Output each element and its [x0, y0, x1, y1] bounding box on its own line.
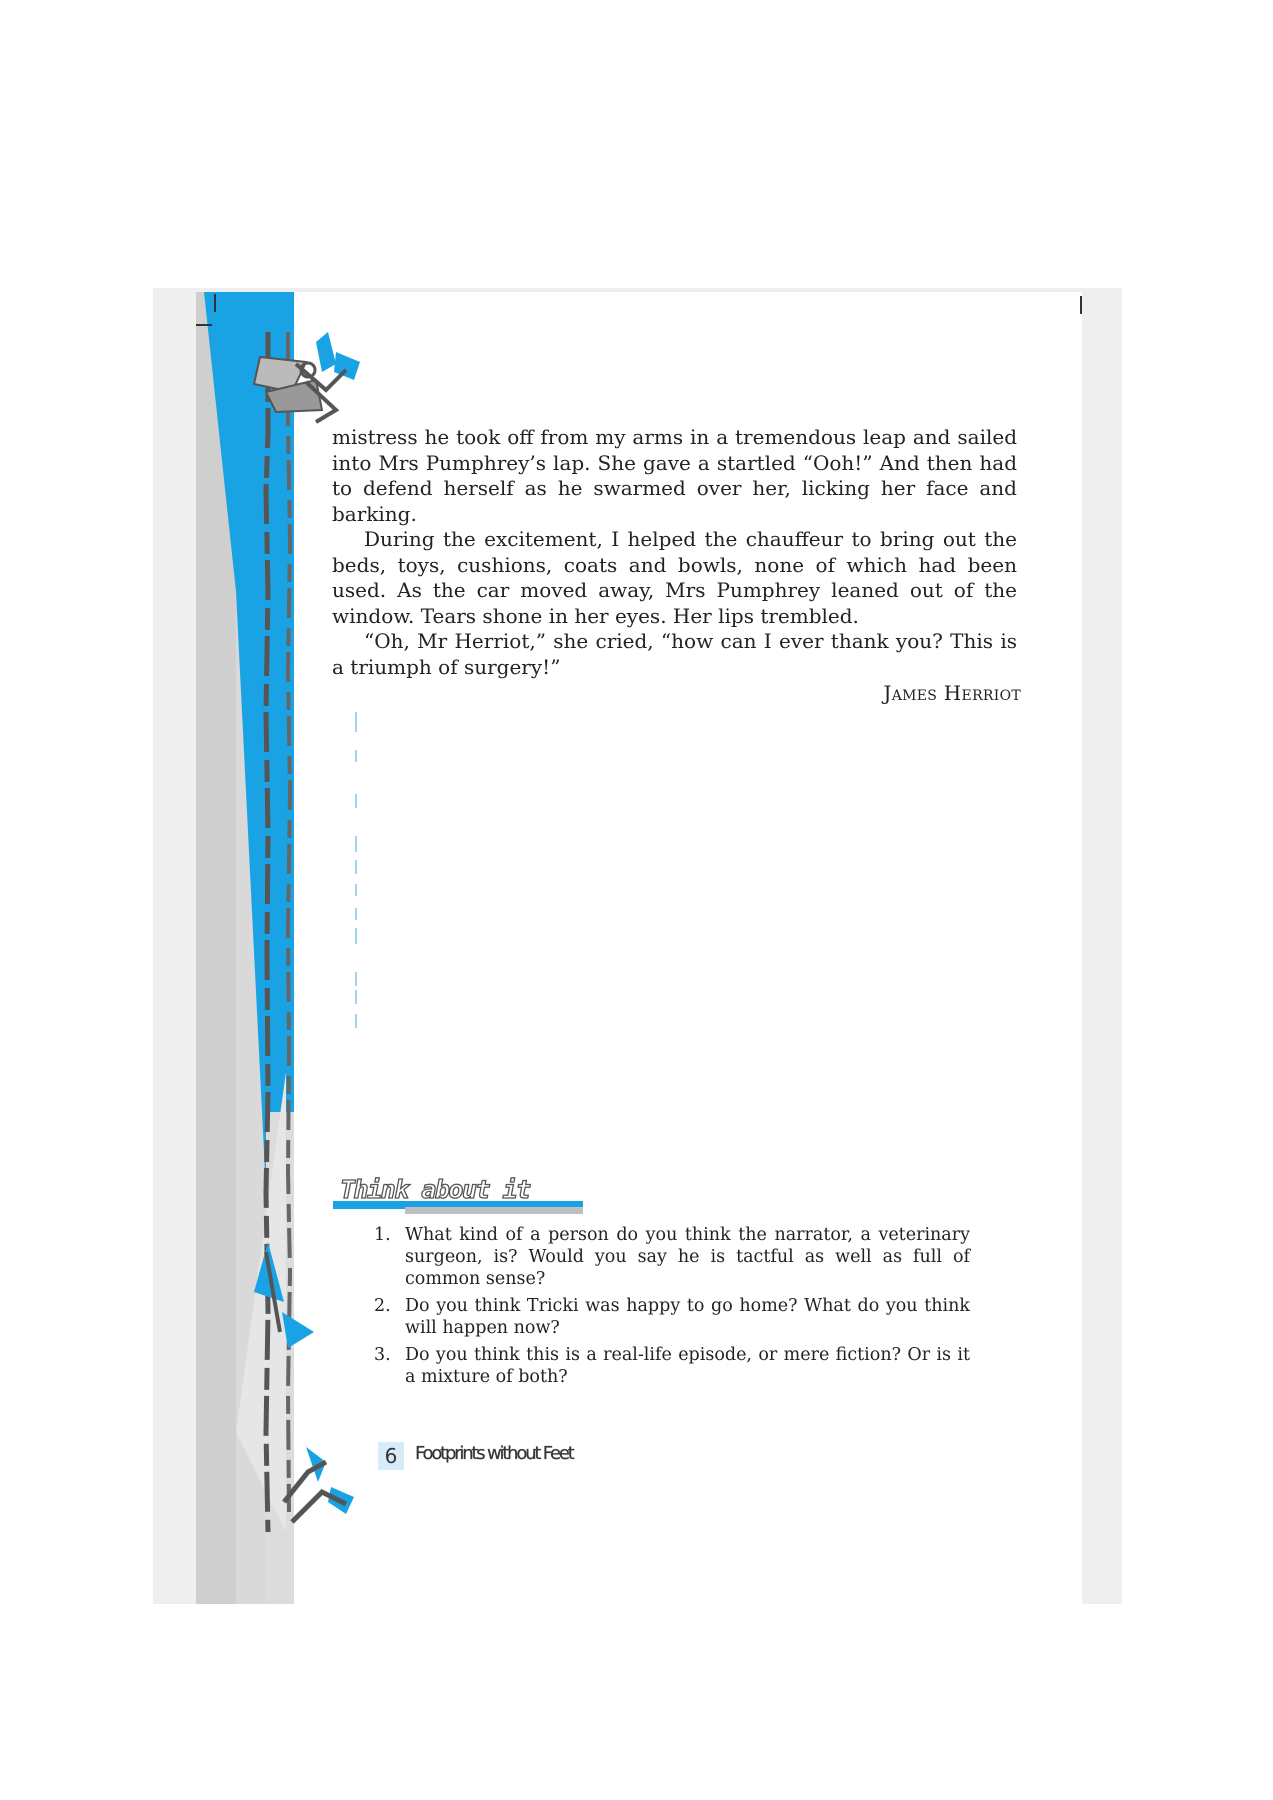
question-item [374, 1344, 970, 1388]
crop-mark-right [1080, 296, 1082, 314]
question-number: 1. [374, 1225, 391, 1245]
question-item [374, 1295, 970, 1339]
story-paragraph: During the excitement, I helped the chauffeur to bring out the beds, toys, cushions, coats and bowls, none of which had been used. As the car moved away, Mrs Pumphrey leaned out of the window. Tears shone in her eyes. Her lips trembled. [332, 527, 1017, 628]
question-text: Do you think Tricki was happy to go home? What do you think will happen now? [405, 1296, 970, 1338]
book-page [196, 292, 1082, 1604]
question-item [374, 1224, 970, 1290]
story-text [332, 425, 1017, 680]
question-text: What kind of a person do you think the narrator, a veterinary surgeon, is? Would you say he is tactful as well as full of common sense? [405, 1225, 970, 1289]
question-number: 3. [374, 1345, 391, 1365]
bottom-ornament [284, 1447, 354, 1522]
page-number: 6 [378, 1442, 404, 1470]
author-name: James Herriot [883, 681, 1021, 705]
story-paragraph: “Oh, Mr Herriot,” she cried, “how can I ever thank you? This is a triumph of surgery!” [332, 629, 1017, 679]
heading-grey-bar [405, 1207, 583, 1214]
book-title: Footprints without Feet [415, 1443, 573, 1464]
story-paragraph: mistress he took off from my arms in a tremendous leap and sailed into Mrs Pumphrey’s lap. She gave a startled “Ooh!” And then had to defend herself as he swarmed over her, licking her face and barking. [332, 425, 1017, 526]
heading-title: Think about it [340, 1175, 530, 1204]
question-number: 2. [374, 1296, 391, 1316]
question-list [374, 1224, 970, 1393]
question-text: Do you think this is a real-life episode, or mere fiction? Or is it a mixture of both? [405, 1345, 970, 1387]
think-about-it-heading [333, 1175, 583, 1213]
